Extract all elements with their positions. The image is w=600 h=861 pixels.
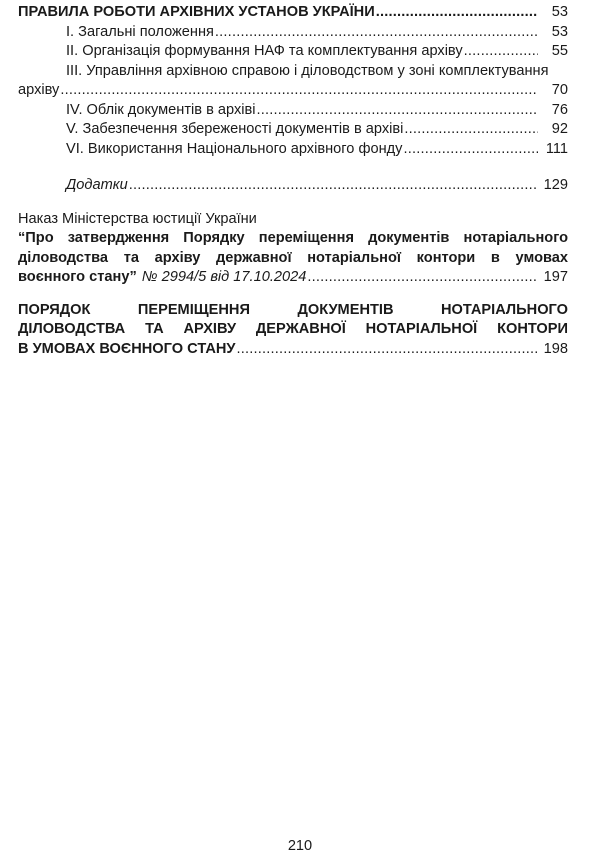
toc-page-number: 111: [545, 140, 568, 157]
section2-title-line3: В УМОВАХ ВОЄННОГО СТАНУ: [18, 340, 236, 357]
toc-entry-title: VI. Використання Національного архівного фонду: [66, 140, 403, 157]
toc-entry-title: V. Забезпечення збереженості документів в архіві: [66, 121, 404, 137]
toc-entry-item6[interactable]: [18, 140, 568, 160]
toc-entry-appendix[interactable]: [18, 176, 568, 196]
dot-leader: [376, 3, 538, 23]
order-number: № 2994/5 від 17.10.2024: [141, 269, 307, 285]
toc-page-number: 198: [543, 340, 568, 357]
toc-entry-title: Додатки: [66, 177, 128, 193]
toc-entry-title: I. Загальні положення: [66, 23, 214, 40]
toc-entry-title-line2: архіву: [18, 82, 60, 98]
toc-page-number: 92: [551, 121, 568, 137]
dot-leader: [236, 340, 538, 360]
toc-page-number: 76: [551, 101, 568, 118]
toc-entry-item4[interactable]: [18, 101, 568, 121]
toc-entry-title: ПРАВИЛА РОБОТИ АРХІВНИХ УСТАНОВ УКРАЇНИ: [18, 4, 375, 20]
dot-leader: [129, 176, 538, 196]
toc-entry-section1[interactable]: [18, 3, 568, 23]
toc-entry-item5[interactable]: [18, 120, 568, 140]
section2-title-line1: ПОРЯДОК ПЕРЕМІЩЕННЯ ДОКУМЕНТІВ НОТАРІАЛЬНОГО: [18, 301, 568, 318]
toc-entry-section2[interactable]: [18, 301, 568, 360]
dot-leader: [404, 120, 538, 140]
toc-entry-order[interactable]: [18, 210, 568, 288]
order-intro: Наказ Міністерства юстиції України: [18, 210, 257, 227]
section2-title-line2: ДІЛОВОДСТВА ТА АРХІВУ ДЕРЖАВНОЇ НОТАРІАЛЬНОЇ КОНТОРИ: [18, 321, 568, 337]
toc-entry-item2[interactable]: [18, 42, 568, 62]
toc-page-number: 53: [551, 4, 568, 20]
toc-page-number: 53: [551, 23, 568, 40]
toc-page-number: 70: [551, 82, 568, 98]
dot-leader: [464, 42, 538, 62]
toc-entry-title-line1: III. Управління архівною справою і діловодством у зоні комплектування: [66, 62, 549, 79]
dot-leader: [215, 23, 538, 43]
toc-page-number: 197: [543, 269, 568, 285]
dot-leader: [256, 101, 538, 121]
toc-entry-title: II. Організація формування НАФ та комплектування архіву: [66, 43, 463, 59]
toc-entry-item3[interactable]: [18, 62, 568, 101]
table-of-contents: [18, 3, 568, 359]
order-title-line2: діловодства та архіву державної нотаріальної контори в умовах: [18, 249, 568, 266]
toc-page-number: 55: [551, 43, 568, 59]
toc-entry-item1[interactable]: [18, 23, 568, 43]
toc-entry-title: IV. Облік документів в архіві: [66, 101, 256, 118]
dot-leader: [403, 140, 538, 160]
order-title-line3: воєнного стану”: [18, 269, 137, 285]
dot-leader: [307, 268, 538, 288]
page-number: 210: [287, 838, 313, 854]
dot-leader: [60, 81, 538, 101]
order-title-line1: “Про затвердження Порядку переміщення документів нотаріального: [18, 230, 568, 246]
toc-page-number: 129: [543, 177, 568, 193]
